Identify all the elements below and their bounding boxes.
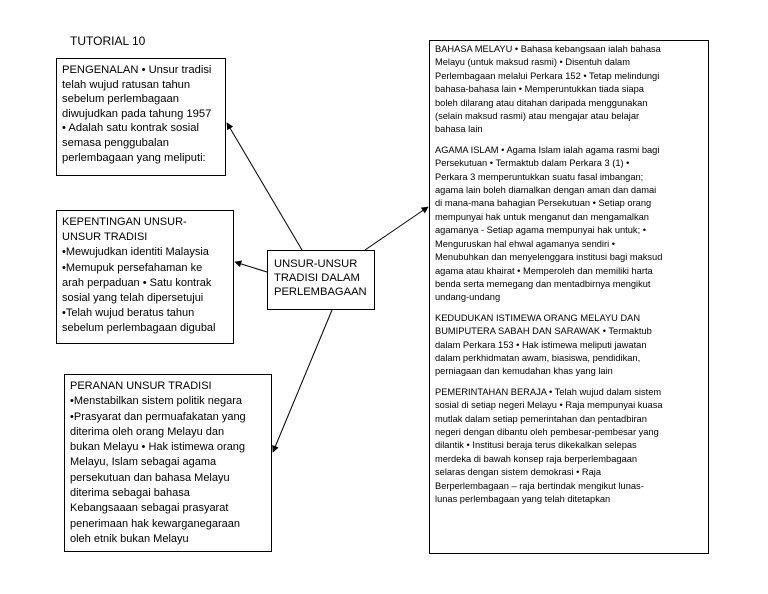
central-topic-line: UNSUR-UNSUR bbox=[274, 258, 358, 270]
kepentingan-line: •Memupuk persefahaman ke bbox=[62, 261, 203, 274]
peranan-line: persekutuan dan bahasa Melayu bbox=[70, 471, 230, 484]
agama-line: Menubuhkan dan menyelenggara institusi bagi maksud bbox=[435, 252, 663, 263]
kedudukan-line: dalam perkhidmatan awam, biasiswa, pendidikan, bbox=[435, 352, 641, 363]
kedudukan-line: dalam Perkara 153 • Hak istimewa meliputi jawatan bbox=[435, 339, 647, 350]
peranan-box bbox=[64, 374, 272, 552]
central-topic-line: TRADISI DALAM bbox=[274, 272, 360, 284]
kepentingan-line: UNSUR TRADISI bbox=[62, 231, 148, 244]
pengenalan-line: perlembagaan yang meliputi: bbox=[62, 151, 206, 164]
peranan-line: •Menstabilkan sistem politik negara bbox=[70, 395, 242, 408]
arrow-to-pengenalan bbox=[227, 123, 302, 250]
bahasa-line: (selain maksud rasmi) atau mengajar atau belajar bbox=[435, 111, 640, 122]
central-topic-line: PERLEMBAGAAN bbox=[274, 286, 367, 298]
kepentingan-line: sebelum perlembagaan digubal bbox=[62, 322, 216, 335]
kedudukan-istimewa-paragraph bbox=[435, 312, 703, 379]
agama-line: agama lain boleh diamalkan dengan aman dan damai bbox=[435, 185, 657, 196]
elements-detail-box bbox=[429, 40, 709, 554]
peranan-line: Kebangsaaan sebagai prasyarat bbox=[70, 502, 229, 515]
pengenalan-line: diwujudkan pada tahung 1957 bbox=[62, 107, 212, 120]
pengenalan-line: • Adalah satu kontrak sosial bbox=[62, 122, 200, 135]
kepentingan-box bbox=[56, 210, 234, 344]
kepentingan-line: arah perpaduan • Satu kontrak bbox=[62, 276, 212, 289]
pemerintahan-line: sosial di setiap negeri Melayu • Raja mempunyai kuasa bbox=[435, 400, 663, 411]
agama-line: agamanya - Setiap agama mempunyai hak untuk; • bbox=[435, 225, 647, 236]
pemerintahan-line: Berperlembagaan – raja bertindak mengikut lunas- bbox=[435, 480, 644, 491]
agama-line: di mana-mana bahagian Persekutuan • Setiap orang bbox=[435, 198, 652, 209]
arrow-to-peranan bbox=[273, 310, 332, 452]
pengenalan-line: sebelum perlembagaan bbox=[62, 93, 179, 106]
agama-line: mempunyai hak untuk menganut dan mengamalkan bbox=[435, 211, 649, 222]
arrow-to-detail bbox=[365, 207, 428, 250]
peranan-line: Melayu, Islam sebagai agama bbox=[70, 456, 217, 469]
pemerintahan-beraja-paragraph bbox=[435, 386, 703, 507]
peranan-line: bukan Melayu • Hak istimewa orang bbox=[70, 441, 246, 454]
peranan-line: •Prasyarat dan permuafakatan yang bbox=[70, 410, 246, 423]
pemerintahan-line: mutlak dalam setiap pemerintahan dan pentadbiran bbox=[435, 413, 647, 424]
agama-line: Menguruskan hal ehwal agamanya sendiri • bbox=[435, 238, 616, 249]
pemerintahan-line: dilantik • Institusi beraja terus dikekalkan selepas bbox=[435, 440, 637, 451]
pengenalan-line: PENGENALAN • Unsur tradisi bbox=[62, 64, 212, 76]
bahasa-line: Perlembagaan melalui Perkara 152 • Tetap melindungi bbox=[435, 70, 660, 81]
peranan-line: diterima sebagai bahasa bbox=[70, 487, 190, 500]
agama-line: Perkara 3 memperuntukkan suatu fasal imbangan; bbox=[435, 171, 644, 182]
kepentingan-line: KEPENTINGAN UNSUR- bbox=[62, 216, 187, 228]
pemerintahan-line: lunas perlembagaan yang telah ditetapkan bbox=[435, 494, 611, 504]
agama-line: agama atau khairat • Memperoleh dan memiliki harta bbox=[435, 265, 653, 276]
bahasa-line: boleh dilarang atau ditahan daripada menggunakan bbox=[435, 97, 648, 108]
page-title: TUTORIAL 10 bbox=[70, 34, 146, 48]
bahasa-line: Melayu (untuk maksud rasmi) • Disentuh dalam bbox=[435, 57, 630, 68]
pengenalan-box bbox=[56, 58, 226, 176]
peranan-line: diterima oleh orang Melayu dan bbox=[70, 425, 225, 438]
kepentingan-line: •Telah wujud beratus tahun bbox=[62, 307, 195, 320]
pengenalan-line: telah wujud ratusan tahun bbox=[62, 78, 191, 91]
peranan-line: oleh etnik bukan Melayu bbox=[70, 532, 189, 545]
pemerintahan-line: PEMERINTAHAN BERAJA • Telah wujud dalam sistem bbox=[435, 386, 662, 397]
kedudukan-line: KEDUDUKAN ISTIMEWA ORANG MELAYU DAN bbox=[435, 312, 641, 323]
kedudukan-line: BUMIPUTERA SABAH DAN SARAWAK • Termaktub bbox=[435, 326, 652, 337]
peranan-line: penerimaan hak kewarganegaraan bbox=[70, 517, 241, 530]
peranan-line: PERANAN UNSUR TRADISI bbox=[70, 380, 212, 392]
bahasa-line: bahasa lain bbox=[435, 124, 483, 135]
pemerintahan-line: negeri dengan dibantu oleh pembesar-pembesar yang bbox=[435, 426, 659, 437]
kedudukan-line: perniagaan dan kemudahan khas yang lain bbox=[435, 366, 613, 377]
agama-line: AGAMA ISLAM • Agama Islam ialah agama rasmi bagi bbox=[435, 144, 660, 155]
pengenalan-line: semasa penggubalan bbox=[62, 136, 169, 149]
bahasa-line: bahasa-bahasa lain • Memperuntukkan tiada siapa bbox=[435, 84, 644, 95]
agama-line: undang-undang bbox=[435, 292, 501, 303]
kepentingan-line: sosial yang telah dipersetujui bbox=[62, 292, 204, 305]
pemerintahan-line: selaras dengan sistem demokrasi • Raja bbox=[435, 467, 602, 478]
bahasa-melayu-paragraph bbox=[435, 43, 703, 137]
bahasa-line: BAHASA MELAYU • Bahasa kebangsaan ialah bahasa bbox=[435, 44, 661, 54]
agama-line: benda serta memegang dan mentadbirnya mengikut bbox=[435, 278, 651, 289]
central-topic-box bbox=[267, 250, 375, 310]
agama-islam-paragraph bbox=[435, 144, 703, 305]
arrow-to-kepentingan bbox=[235, 262, 267, 272]
kepentingan-line: •Mewujudkan identiti Malaysia bbox=[62, 246, 209, 259]
pemerintahan-line: merdeka di bawah konsep raja berperlembagaan bbox=[435, 453, 638, 464]
agama-line: Persekutuan • Termaktub dalam Perkara 3 (1) • bbox=[435, 158, 630, 169]
